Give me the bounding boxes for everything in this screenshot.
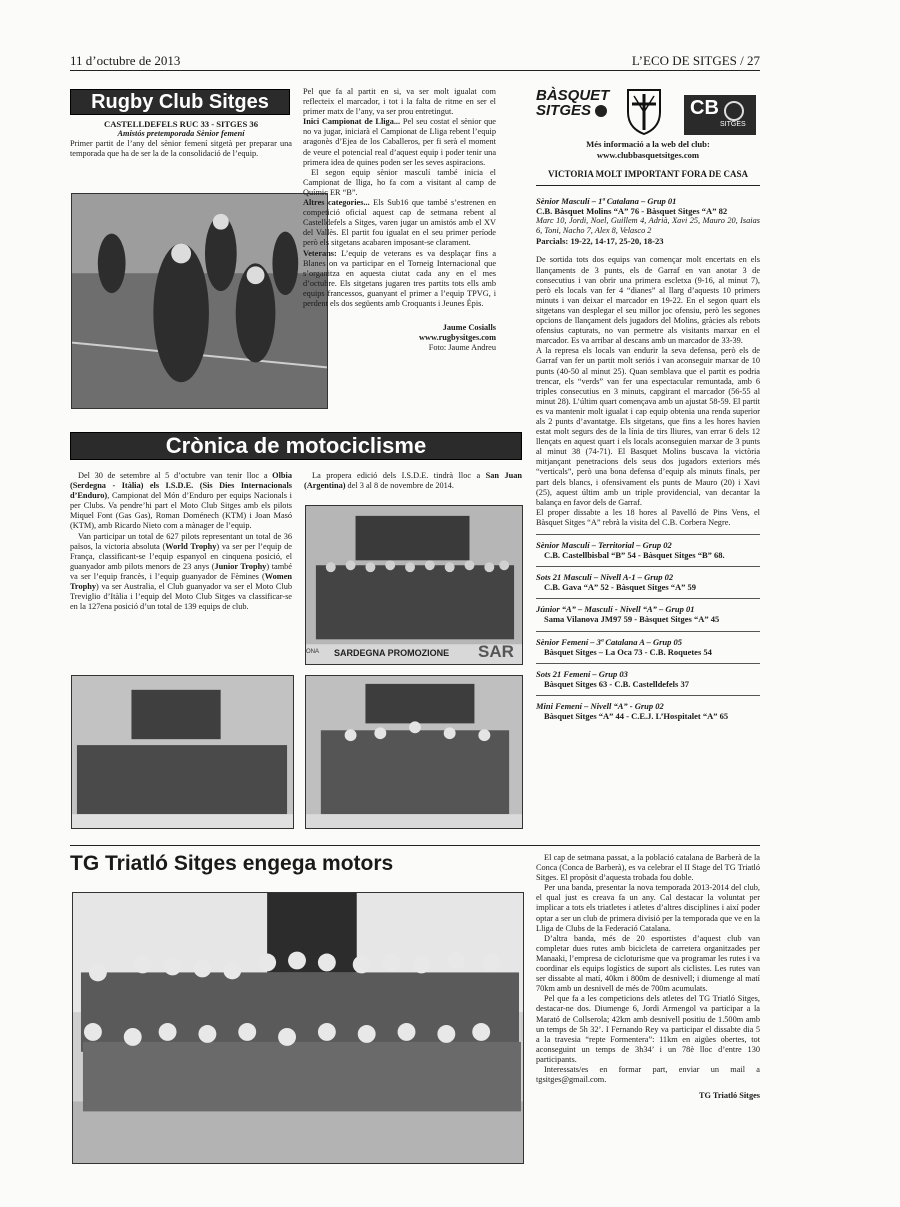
result-category: Mini Femení – Nivell “A” - Grup 02 xyxy=(536,700,664,711)
rugby-intro xyxy=(70,119,292,159)
rugby-column-2 xyxy=(303,87,496,353)
triatlo-paragraph-2: Per una banda, presentar la nova temporada 2013-2014 del club, el qual just es creava fa un any. Cal destacar la voluntat per implicar a tots els triatletes i atletes d’altres disciplines i així poder optar a ser un club de primera divisió per la temporada que ve en la Lliga de Clubs de la Federació Catalana. xyxy=(536,883,760,933)
triatlo-photo xyxy=(72,892,524,1164)
result-category: Sènior Femení – 3ª Catalana A – Grup 05 xyxy=(536,636,683,647)
page-header-paper xyxy=(632,53,760,69)
result-score: C.B. Castellbisbal “B” 54 - Bàsquet Sitges “B” 68. xyxy=(544,550,725,561)
rugby-banner: Rugby Club Sitges xyxy=(70,89,290,115)
page-date: 11 d’octubre de 2013 xyxy=(70,53,181,68)
basquet-title-rule xyxy=(536,185,760,186)
basquet-info-block xyxy=(536,139,760,180)
moto-photo-team xyxy=(71,675,294,829)
basquet-title: VICTORIA MOLT IMPORTANT FORA DE CASA xyxy=(548,169,748,179)
basquet-res1: C.B. Bàsquet Molins “A” 76 - Bàsquet Sitges “A” 82 xyxy=(536,206,728,217)
cb-ball-icon xyxy=(724,101,744,121)
triatlo-text xyxy=(536,853,760,1101)
result-score: Sama Vilanova JM97 59 - Bàsquet Sitges “A” 45 xyxy=(544,614,720,625)
moto-p3-a: La propera edició dels I.S.D.E. tindrà lloc a xyxy=(312,471,486,480)
rugby-author: Jaume Cosialls xyxy=(442,323,496,333)
result-divider xyxy=(536,631,760,632)
result-score: Bàsquet Sitges “A” 44 - C.E.J. L’Hospitalet “A” 65 xyxy=(544,711,729,722)
moto-p1-a: Del 30 de setembre al 5 d’octubre van tenir lloc a xyxy=(78,471,273,480)
triatlo-paragraph-3: D’altra banda, més de 20 esportistes d’aquest club van completar dues rutes amb bicicleta de carretera organitzades per Manaaki, l’empresa de cicloturisme que va programar les rutes i va coordinar els equips logístics de suport als ciclistes. Les rutes van ser dissabte al matí, 40km i 800m de desnivell; i diumenge al matí 70km amb un desnivell de més de 700m acumulats. xyxy=(536,933,760,994)
rugby-paragraph-5: Els Sub16 que també s’estrenen en competició oficial aquest cap de setmana rebent al Castelldefels a Sitges, varen jugar un amistós amb el XV del Vallès. El partit fou igualat en el seu primer període però els sitgetans acabaren imposant-se clarament. xyxy=(303,198,496,248)
basquet-main xyxy=(536,196,760,721)
basquet-crest-icon xyxy=(624,86,664,136)
rugby-categories-heading: Altres categories... xyxy=(303,198,370,208)
triatlo-paragraph-5: Interessats/es en formar part, enviar un mail a tgsitges@gmail.com. xyxy=(536,1064,760,1085)
triatlo-signature: TG Triatló Sitges xyxy=(699,1091,760,1101)
cb-logo-text: CB xyxy=(690,97,719,119)
result-divider xyxy=(536,695,760,696)
rugby-paragraph-6: L’equip de veterans es va desplaçar fins a Blanes on va participar en el Torneig Internacional que s’organitza en aquesta ciutat cada any en el mes d’octubre. Els sitgetans jugaren tres partits tots ells amb equips francessos, guanyant el primer a l’equip TPVG, i perdent els dos següents amb Croquants i Jeunes Épis. xyxy=(303,248,496,308)
result-score: C.B. Gava “A” 52 - Bàsquet Sitges “A” 59 xyxy=(544,582,697,593)
basquet-results-list xyxy=(536,534,760,721)
rugby-photo xyxy=(71,193,328,409)
basquet-players: Marc 10, Jordi, Noel, Guillem 4, Adrià, Xavi 25, Mauro 20, Isaias 6, Toni, Nacho 7, Alex 8, Velasco 2 xyxy=(536,216,760,236)
triatlo-top-rule xyxy=(70,845,760,846)
moto-p2-d: ) va ser Australia, el Club guanyador va ser el Moto Club Treviglio d’Itàlia i l’equip del Moto Club Sitges va classificar-se en la 127ena posició d’un total de 139 equips de club. xyxy=(70,582,292,612)
rugby-paragraph-2: Pel que fa al partit en si, va ser molt igualat com reflecteix el marcador, i tot i la falta de ritme en ser el primer matx de l’any, va ser prou entretingut. xyxy=(303,87,496,117)
triatlo-title: TG Triatló Sitges engega motors xyxy=(70,852,394,875)
rugby-league-heading: Inici Campionat de Lliga... xyxy=(303,117,401,127)
result-score: Bàsquet Sitges – La Oca 73 - C.B. Roquetes 54 xyxy=(544,646,712,657)
result-divider xyxy=(536,566,760,567)
rugby-photo-credit xyxy=(303,343,496,353)
moto-junior-trophy: Junior Trophy xyxy=(214,561,267,571)
result-category: Sots 21 Masculí – Nivell A-1 – Grup 02 xyxy=(536,572,674,583)
rugby-subtitle: Amistós pretemporada Sènior femení xyxy=(117,129,245,139)
moto-photo-podium xyxy=(305,505,523,665)
result-divider xyxy=(536,598,760,599)
basketball-icon xyxy=(595,105,607,117)
moto-banner: Crònica de motociclisme xyxy=(70,432,522,460)
paper-name: L’ECO DE SITGES / 27 xyxy=(631,53,760,68)
result-category: Sènior Masculí – Territorial – Grup 02 xyxy=(536,540,672,550)
moto-women-trophy: Women Trophy xyxy=(70,571,292,592)
rugby-paragraph-4: El segon equip sènior masculí també inicia el Campionat de lliga, ho fa com a visitant al camp de Químic ER “B”. xyxy=(303,167,496,197)
basquet-logo-line1: BÀSQUET xyxy=(536,87,610,104)
moto-photo-celebration xyxy=(305,675,523,829)
rugby-match-result: CASTELLDEFELS RUC 33 - SITGES 36 xyxy=(103,119,258,129)
basquet-body-1: De sortida tots dos equips van començar molt encertats en els llançaments de 3 punts, els de Garraf en van anotar 3 de consecutius i van obrir una primera escletxa (9-16, al minut 7), però els locals van fer 4 “dianes” al llarg d’aquests 10 primers minuts i van deixar el marcador en 19-22. En el segon quart els sitgetans van desplegar el seu millor joc ofensiu, però les segones opcions de llançament dels jugadors del Molins, gràcies als rebots ofensius capturats, no van permetre als visitants marxar en el marcador. Es va arribar al descans amb un marcador de 33-39. xyxy=(536,255,760,346)
rugby-veterans-heading: Veterans: xyxy=(303,248,337,258)
basquet-partials: Parcials: 19-22, 14-17, 25-20, 18-23 xyxy=(536,236,664,247)
rugby-web-link[interactable]: www.rugbysitges.com xyxy=(419,333,496,343)
moto-sign-left: ONA xyxy=(306,649,320,655)
moto-p2-b: ) va ser per l’equip de França, classificant-se l’equip espanyol en cinquena posició, el guanyador amb pilots menors de 23 anys ( xyxy=(70,541,292,571)
basquet-info-text: Més informació a la web del club: xyxy=(586,139,710,149)
moto-column-2 xyxy=(304,471,522,491)
result-divider xyxy=(536,534,760,535)
header-rule xyxy=(70,70,760,71)
moto-p1-c: , Campionat del Món d’Enduro per equips Nacionals i per Clubs. Va pendre’hi part el Moto Club Sitges amb els pilots Miquel Font (Gas Gas), Roman Doménech (KTM) i Joan Masó (KTM), amb Ricardo Nieto com a mànager de l’equip. xyxy=(70,491,292,531)
moto-sign-short: SAR xyxy=(478,642,514,661)
moto-column-1 xyxy=(70,471,292,612)
result-score: Bàsquet Sitges 63 - C.B. Castelldefels 37 xyxy=(544,678,689,689)
result-category: Júnior “A” – Masculí - Nivell “A” – Grup 01 xyxy=(536,604,695,615)
cb-sitges-logo xyxy=(684,95,756,135)
result-category: Sots 21 Femení – Grup 03 xyxy=(536,668,628,679)
basquet-web-link[interactable]: www.clubbasquetsitges.com xyxy=(596,149,700,160)
basquet-body-2: A la represa els locals van endurir la seva defensa, però els de Garraf van fer un partit molt seriós i van aconseguir marxar de 10 punts (40-50 al minut 25). Quan semblava que el partit es podria trencar, els “verds” van fer una espectacular remuntada, amb 6 triples consecutius en 3 minuts, capgirant el marcador (56-55 al minut 28). L’últim quart començava amb un ajustat 58-59. El partit es va mantenir molt igualat i cap equip obtenia una renda superior als 2 punts d’avantatge. Els sitgetans, que fins a les hores havien estat molt segurs des de la línia de tirs lliures, van errar 6 dels 12 llençats en aquest quart i els locals aconseguien marxar de 3 punts al minut 38 (74-71). El Basquet Molins buscava la victòria mitjançant penetracions dels seus dos jugadors exteriors més “verticals”, però una bona defensa d’equip als minuts finals, per part dels blancs, i ofensivament els punts de Mauro (20) i Xavi (25), aquest últim amb un triple providencial, van decantar la balança en favor dels de Garraf. xyxy=(536,346,760,507)
triatlo-paragraph-4: Pel que fa a les competicions dels atletes del TG Triatló Sitges, destacar-ne dos. Diumenge 6, Jordi Armengol va participar a la Marató de Collserola; 42km amb desnivell positiu de 1.500m amb un temps de 5h 32’. I Fernando Rey va participar el dissabte dia 5 a la travesia “repte Formentera”: 11km en aigües obertes, tot aconseguint un temps de 3h34’ i un 78è lloc d’entre 130 participants. xyxy=(536,994,760,1064)
moto-p3-c: del 3 al 8 de novembre de 2014. xyxy=(345,481,455,491)
rugby-paragraph-1: Primer partit de l’any del sènior femení sitgetà per preparar una temporada que ha de ser la de la consolidació de l’equip. xyxy=(70,139,292,159)
cb-logo-sub: SITGES xyxy=(720,121,746,128)
rugby-paragraph-3: Pel seu costat el sènior que no va jugar, iniciarà el Campionat de Lliga rebent l’equip aragonès d’Ejea de los Caballeros, per fi serà el moment de veure el potencial real d’aquest equip i poder tenir una primera idea de quines poden ser les seves aspiracions. xyxy=(303,117,496,167)
result-divider xyxy=(536,663,760,664)
basquet-logo xyxy=(536,88,626,119)
basquet-body-3: El proper dissabte a les 18 hores al Pavelló de Pins Vens, el Bàsquet Sitges “A” rebrà la visita del C.B. Corbera Negre. xyxy=(536,507,760,527)
moto-p2-a: Van participar un total de 627 pilots representant un total de 36 països, la victoria absoluta ( xyxy=(70,531,292,551)
moto-p1-event: Olbia (Serdegna - Itàlia) els I.S.D.E. (Sis Dies Internacionals d’Enduro) xyxy=(70,471,292,501)
triatlo-paragraph-1: El cap de setmana passat, a la població catalana de Barberà de la Conca (Conca de Barberà), es va celebrar el II Stage del TG Triatló Sitges. El propòsit d’aquesta trobada fou doble. xyxy=(536,853,760,883)
rugby-photo-credit-text: Foto: Jaume Andreu xyxy=(428,343,496,353)
moto-sign-text: SARDEGNA PROMOZIONE xyxy=(334,648,450,658)
basquet-logo-line2: SITGES xyxy=(536,102,592,119)
moto-next-venue: San Juan (Argentina) xyxy=(304,471,523,491)
moto-world-trophy: World Trophy xyxy=(165,541,217,551)
moto-p2-c: ) també va ser l’equip francès, i l’equip guanyador de Fèmines ( xyxy=(70,561,292,581)
basquet-cat1: Sènior Masculí – 1ª Catalana – Grup 01 xyxy=(536,196,677,206)
